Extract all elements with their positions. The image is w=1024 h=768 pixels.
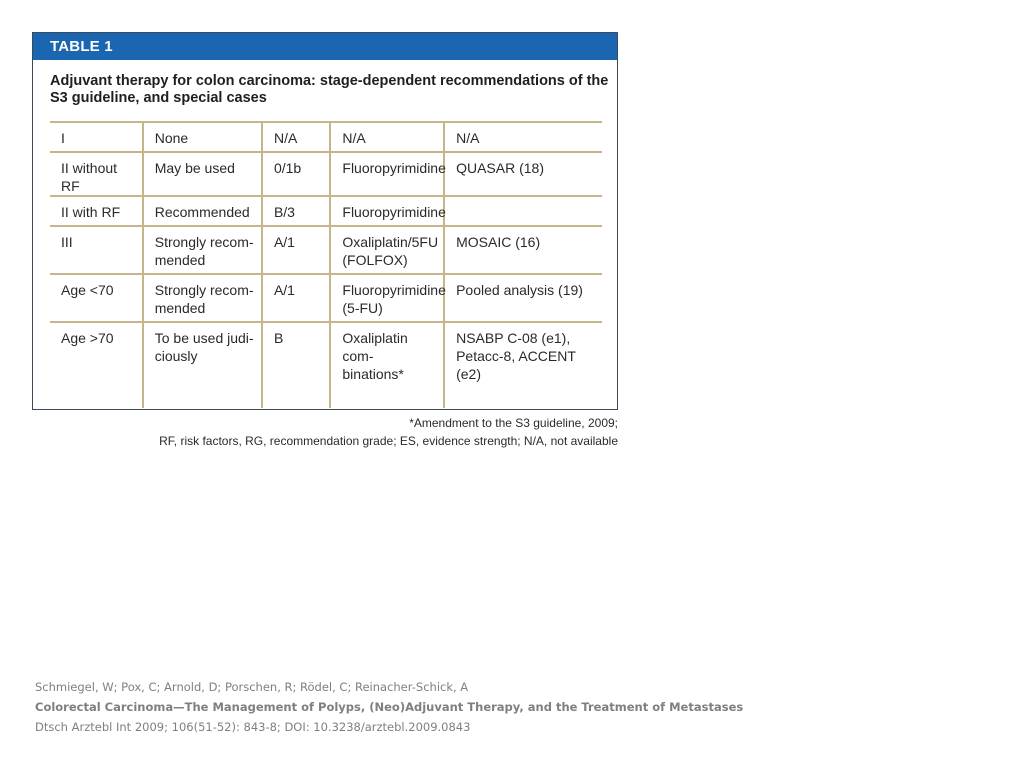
table-row: [50, 122, 602, 152]
table-cell: B: [262, 322, 330, 408]
table-cell: Recommended: [143, 196, 262, 226]
table-row: [50, 152, 602, 196]
table-cell: N/A: [444, 122, 602, 152]
table-cell: Strongly recom- mended: [143, 274, 262, 322]
table-cell: II with RF: [50, 196, 143, 226]
table-cell: May be used: [143, 152, 262, 196]
table-cell: II without RF: [50, 152, 143, 196]
table-row: [50, 226, 602, 274]
footnote-amendment: *Amendment to the S3 guideline, 2009;: [409, 416, 618, 430]
therapy-table: [50, 121, 602, 408]
table-figure: [32, 32, 618, 410]
table-cell: 0/1b: [262, 152, 330, 196]
citation-title: Colorectal Carcinoma—The Management of Polyps, (Neo)Adjuvant Therapy, and the Treatment of Metastases: [35, 700, 744, 714]
table-cell: N/A: [330, 122, 444, 152]
table-label: TABLE 1: [33, 33, 617, 60]
table-cell: B/3: [262, 196, 330, 226]
table-row: [50, 322, 602, 408]
table-row: [50, 274, 602, 322]
table-cell: Strongly recom- mended: [143, 226, 262, 274]
table-cell: Oxaliplatin/5FU (FOLFOX): [330, 226, 444, 274]
table-cell: III: [50, 226, 143, 274]
table-cell: Oxaliplatin com- binations*: [330, 322, 444, 408]
citation: [35, 677, 995, 737]
table-cell: Pooled analysis (19): [444, 274, 602, 322]
table-cell: MOSAIC (16): [444, 226, 602, 274]
table-cell: Age >70: [50, 322, 143, 408]
footnote-abbreviations: RF, risk factors, RG, recommendation grade; ES, evidence strength; N/A, not available: [159, 434, 618, 448]
citation-authors: Schmiegel, W; Pox, C; Arnold, D; Porschen, R; Rödel, C; Reinacher-Schick, A: [35, 680, 469, 694]
table-footnote: [150, 414, 618, 450]
table-row: [50, 196, 602, 226]
table-body: [50, 122, 602, 408]
table-cell: N/A: [262, 122, 330, 152]
table-cell: NSABP C-08 (e1), Petacc-8, ACCENT (e2): [444, 322, 602, 408]
table-cell: Fluoropyrimidine (5-FU): [330, 274, 444, 322]
table-cell: Fluoropyrimidine: [330, 196, 444, 226]
table-cell: [444, 196, 602, 226]
table-cell: To be used judi- ciously: [143, 322, 262, 408]
table-cell: QUASAR (18): [444, 152, 602, 196]
table-cell: A/1: [262, 274, 330, 322]
citation-journal: Dtsch Arztebl Int 2009; 106(51-52): 843-8; DOI: 10.3238/arztebl.2009.0843: [35, 720, 471, 734]
table-cell: I: [50, 122, 143, 152]
table-cell: Fluoropyrimidine: [330, 152, 444, 196]
table-cell: Age <70: [50, 274, 143, 322]
table-title: Adjuvant therapy for colon carcinoma: stage-dependent recommendations of the S3 guideline, and special cases: [50, 73, 609, 106]
table-cell: None: [143, 122, 262, 152]
table-cell: A/1: [262, 226, 330, 274]
